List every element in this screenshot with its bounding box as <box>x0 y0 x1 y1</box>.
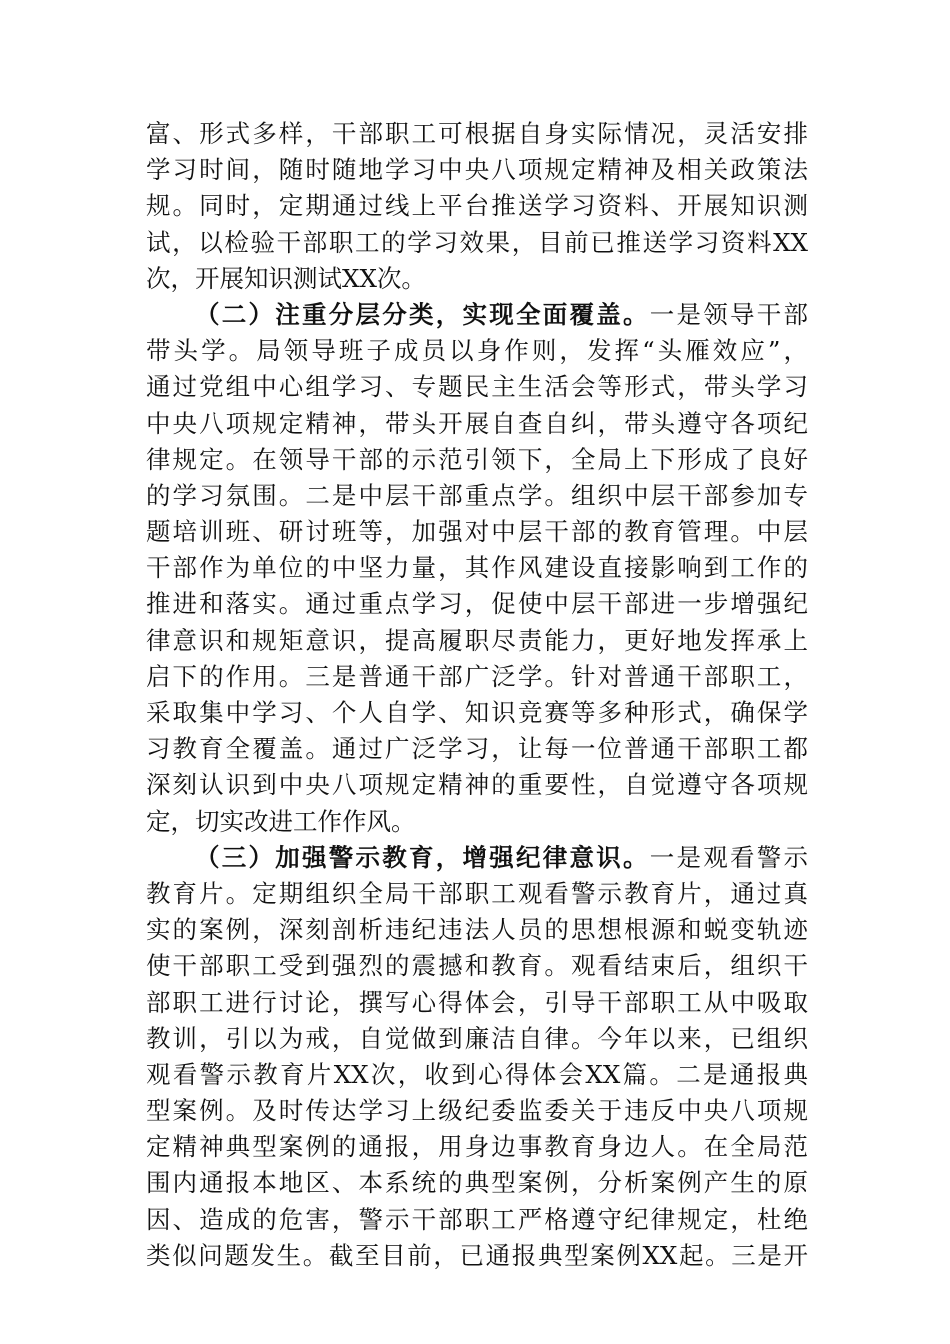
text-line: 富、形式多样，干部职工可根据自身实际情况，灵活安排 <box>146 119 808 148</box>
text-line: 通过党组中心组学习、专题民主生活会等形式，带头学习 <box>146 372 808 402</box>
text-line: 观看警示教育片XX次，收到心得体会XX篇。二是通报典 <box>146 1059 808 1089</box>
text-line-first <box>146 297 808 333</box>
text-line: 中央八项规定精神，带头开展自查自纠，带头遵守各项纪 <box>146 408 808 438</box>
text-line: 教育片。定期组织全局干部职工观看警示教育片，通过真 <box>146 878 808 908</box>
text-line: 习教育全覆盖。通过广泛学习，让每一位普通干部职工都 <box>146 734 808 764</box>
text-line: 实的案例，深刻剖析违纪违法人员的思想根源和蜕变轨迹 <box>146 915 808 945</box>
text-line: 采取集中学习、个人自学、知识竞赛等多种形式，确保学 <box>146 698 808 727</box>
text-line: 试，以检验干部职工的学习效果，目前已推送学习资料XX <box>146 227 808 257</box>
paragraph-3 <box>146 840 808 1274</box>
text-span: 一是领导干部 <box>649 299 808 329</box>
text-line: 次，开展知识测试XX次。 <box>146 263 426 293</box>
text-line: 深刻认识到中央八项规定精神的重要性，自觉遵守各项规 <box>146 770 808 800</box>
text-line: 类似问题发生。截至目前，已通报典型案例XX起。三是开 <box>146 1240 808 1270</box>
text-line-first <box>146 840 808 876</box>
text-span: 一是观看警示 <box>649 842 808 872</box>
text-line: 围内通报本地区、本系统的典型案例，分析案例产生的原 <box>146 1168 808 1198</box>
text-line: 教训，引以为戒，自觉做到廉洁自律。今年以来，已组织 <box>146 1023 808 1053</box>
text-line: 部职工进行讨论，撰写心得体会，引导干部职工从中吸取 <box>146 987 808 1017</box>
text-line: 律意识和规矩意识，提高履职尽责能力，更好地发挥承上 <box>146 625 808 655</box>
section-heading: （二）注重分层分类，实现全面覆盖。 <box>195 299 650 329</box>
text-line: 启下的作用。三是普通干部广泛学。针对普通干部职工， <box>146 661 808 691</box>
text-line: 学习时间，随时随地学习中央八项规定精神及相关政策法 <box>146 155 808 185</box>
text-line: 题培训班、研讨班等，加强对中层干部的教育管理。中层 <box>146 517 808 547</box>
paragraph-2 <box>146 297 808 840</box>
text-line: 型案例。及时传达学习上级纪委监委关于违反中央八项规 <box>146 1096 808 1126</box>
text-line: 律规定。在领导干部的示范引领下，全局上下形成了良好 <box>146 444 808 474</box>
text-line: 使干部职工受到强烈的震撼和教育。观看结束后，组织干 <box>146 951 808 981</box>
text-line: 的学习氛围。二是中层干部重点学。组织中层干部参加专 <box>146 480 808 510</box>
text-line: 定，切实改进工作作风。 <box>146 806 416 836</box>
text-line: 带头学。局领导班子成员以身作则，发挥“头雁效应”， <box>146 336 808 366</box>
text-line: 定精神典型案例的通报，用身边事教育身边人。在全局范 <box>146 1132 808 1162</box>
text-line: 规。同时，定期通过线上平台推送学习资料、开展知识测 <box>146 191 808 221</box>
text-line: 因、造成的危害，警示干部职工严格遵守纪律规定，杜绝 <box>146 1204 808 1234</box>
text-line: 推进和落实。通过重点学习，促使中层干部进一步增强纪 <box>146 589 808 619</box>
document-page <box>146 116 808 1274</box>
text-line: 干部作为单位的中坚力量，其作风建设直接影响到工作的 <box>146 553 808 583</box>
paragraph-1 <box>146 116 808 297</box>
section-heading: （三）加强警示教育，增强纪律意识。 <box>195 842 650 872</box>
